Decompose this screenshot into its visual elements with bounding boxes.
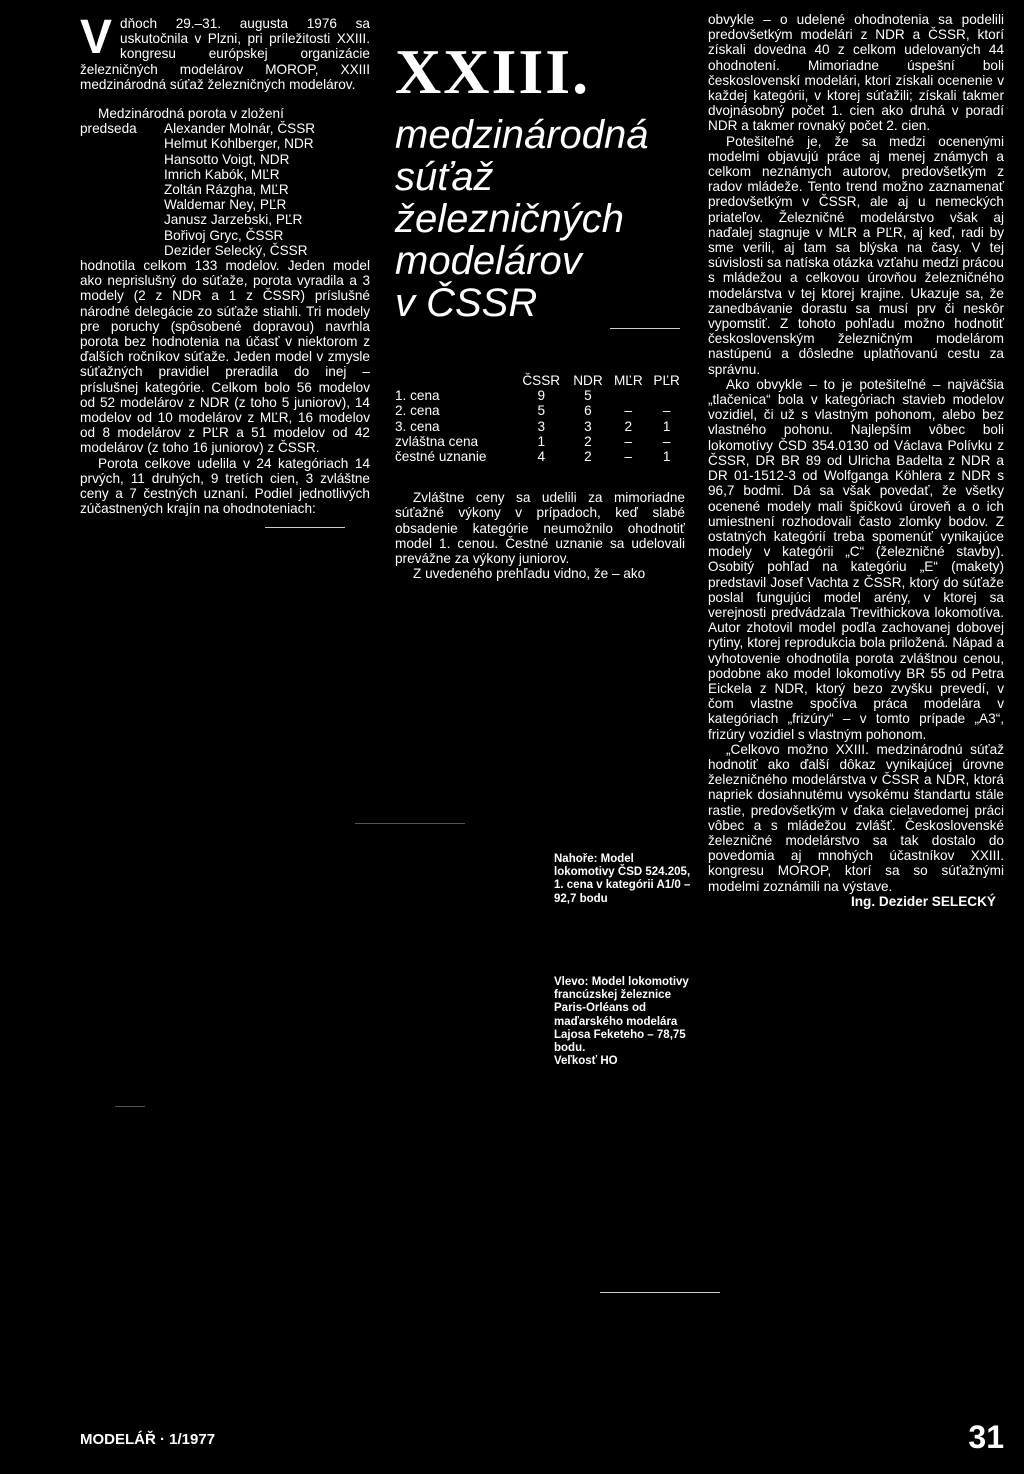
jury-names bbox=[164, 121, 315, 258]
results-table bbox=[395, 373, 685, 464]
photo-credit: Veľkosť HO bbox=[554, 1055, 618, 1068]
country-header: ČSSR bbox=[522, 373, 561, 388]
paragraph-lead: Z uvedeného prehľadu vidno, že – ako bbox=[413, 566, 646, 582]
headline-line: súťaž bbox=[395, 155, 494, 199]
jury-member: Imrich Kabók, MĽR bbox=[164, 166, 280, 182]
paragraph-awards: Porota celkove udelila v 24 kategóriach 14 prvých, 11 druhých, 9 tretích cien, 3 zvláštne ceny a 7 čestných uznaní. Podiel jednotlivých zúčastnených krajín na ohodnoteniach: bbox=[80, 455, 370, 517]
jury-role: predseda bbox=[80, 121, 137, 137]
divider bbox=[610, 328, 680, 329]
special-awards-paragraph: Zvláštne ceny sa udelili za mimoriadne súťažné výkony v prípadoch, keď slabé obsadenie kategórie neumožnilo ohodnotiť model 1. cenou. Čestné uznanie sa udelovali prevážne za výkony juniorov. bbox=[395, 490, 685, 567]
table-row: 2. cena 5 6 – – bbox=[395, 403, 671, 419]
results-header-row bbox=[395, 373, 685, 388]
country-header: PĽR bbox=[653, 373, 680, 388]
jury-member: Dezider Selecký, ČSSR bbox=[164, 242, 308, 258]
jury-member: Bořivoj Gryc, ČSSR bbox=[164, 227, 284, 243]
right-paragraph: obvykle – o udelené ohodnotenia sa podelili predovšetkým modelári z NDR a ČSSR, ktorí získali dovedna 40 z celkom udelovaných 44 ohodnotení. Mimoriadne úspešní boli československí modelári, ktorí získali ocenenie v každej kategórii, v ktorej súťažili; získali takmer dvojnásobný počet 1. cien ako druhá v poradí NDR a takmer rovnaký počet 2. cien. bbox=[708, 12, 1004, 134]
jury-member: Helmut Kohlberger, NDR bbox=[164, 136, 314, 152]
jury-member: Zoltán Rázgha, MĽR bbox=[164, 182, 289, 198]
table-row: čestné uznanie 4 2 – 1 bbox=[395, 449, 671, 465]
headline-line: modelárov bbox=[395, 239, 582, 283]
dropcap-letter: V bbox=[80, 11, 113, 64]
table-row: 1. cena 9 5 bbox=[395, 388, 592, 404]
author-signature: Ing. Dezider SELECKÝ bbox=[850, 893, 996, 909]
headline-line: medzinárodná bbox=[395, 113, 649, 157]
jury-list bbox=[80, 121, 370, 258]
photo-caption-top: Nahoře: Model lokomotivy ČSD 524.205, 1. cena v kategórii A1/0 – 92,7 bodu bbox=[554, 853, 691, 905]
page-number: 31 bbox=[968, 1419, 1004, 1455]
right-paragraph: Ako obvykle – to je potešiteľné – najväčšia „tlačenica“ bola v kategóriach stavieb modelov vozidiel, či už s vlastným pohonom, alebo bez vlastného pohonu. Najlepším vôbec boli lokomotívy ČSD 354.0130 od Václava Polívku z ČSSR, DR BR 89 od Ulricha Badelta z NDR a DR 01-1512-3 od Wolfganga Köhlera z NDR s 96,7 bodmi. Dá sa však povedať, že všetky ocenené modely mali špičkovú úroveň a o ich umiestnení rozhodovali často zlomky bodov. Z ostatných kategórií treba spomenúť vynikajúce modely v kategórii „C“ (železničné stavby). Osobitý pohľad na kategóriu „E“ (makety) predstavil Josef Vachta z ČSSR, ktorý do súťaže poslal fungujúci model arény, v ktorej sa verejnosti predvádzala Trevithickova lokomotíva. Autor zhotovil model podľa zachovanej dobovej rytiny, ktorej reprodukcia bola priložená. Nápad a vyhotovenie ohodnotila porota zvláštnou cenou, podobne ako model lokomotívy BR 55 od Petra Eickela z NDR, ktorý bezo zvyšku prevedí, v čom vlastne spočíva práca modelára v kategóriach „frizúry“ – v tomto prípade „A3“, frizúry vozidiel s vlastným pohonom. bbox=[708, 376, 1004, 742]
table-row: 3. cena 3 3 2 1 bbox=[395, 418, 671, 434]
headline-line: v ČSSR bbox=[395, 281, 538, 325]
country-header: MĽR bbox=[613, 373, 643, 388]
headline-text bbox=[395, 114, 685, 324]
photo-caption-bottom: Vlevo: Model lokomotivy francúzskej železnice Paris-Orléans od maďarského modelára Lajosa Feketeho – 78,75 bodu. Veľkosť HO bbox=[554, 976, 689, 1068]
divider bbox=[265, 527, 345, 528]
country-header: NDR bbox=[573, 373, 603, 388]
intro-paragraph: Vdňoch 29.–31. augusta 1976 sa uskutočnila v Plzni, pri príležitosti XXIII. kongresu európskej organizácie železničných modelárov MOROP, XXIII medzinárodná súťaž železničných modelárov. bbox=[80, 11, 370, 92]
left-column bbox=[80, 11, 370, 528]
jury-member: Waldemar Ney, PĽR bbox=[164, 197, 287, 213]
paragraph-models: hodnotila celkom 133 modelov. Jeden model ako neprislušný do súťaže, porota vyradila a 3 modely (2 z NDR a 1 z ČSSR) príslušné národné delegácie zo súťaže stiahli. Tri modely pre poruchy (spôsobené dopravou) navrhla porota bez hodnotenia na účasť v niektorom z ďalších ročníkov súťaže. Jeden model v zmysle súťažných pravidiel preradila do inej – príslušnej kategórie. Celkom bolo 56 modelov od 52 modelárov z NDR (z toho 5 juniorov), 14 modelov od 10 modelárov z MĽR, 16 modelov od 8 modelárov z PĽR a 51 modelov od 42 modelárov (z toho 16 juniorov) z ČSSR. bbox=[80, 258, 370, 456]
headline-number: XXIII. bbox=[395, 36, 591, 107]
jury-heading: Medzinárodná porota v zložení bbox=[98, 106, 284, 122]
right-paragraph: Potešiteľné je, že sa medzi ocenenými modelmi objavujú práce aj menej známych a celkom neznámych autorov, predovšetkým z radov mládeže. Tento trend možno zaznamenať predovšetkým v ČSSR, ale aj u nemeckých priateľov. Železničné modelárstvo však aj naďalej stagnuje v MĽR a PĽR, aj keď, radi by sme verili, aj tam sa blýska na časy. V tej súvislosti sa natíska otázka vzťahu medzi prácou s mládežou a celkovou úrovňou železničného modelárstva v tej ktorej krajine. Ukazuje sa, že zanedbávanie dorastu sa musí prv či neskôr vypomstiť. Z tohoto pohľadu možno hodnotiť československým železničným modelárom nastúpenú a dôsledne uplatňovanú cestu za správnu. bbox=[708, 133, 1004, 377]
jury-member: Hansotto Voigt, NDR bbox=[164, 151, 290, 167]
table-row: zvláštna cena 1 2 – – bbox=[395, 433, 671, 449]
jury-member: Janusz Jarzebski, PĽR bbox=[164, 212, 303, 228]
jury-member: Alexander Molnár, ČSSR bbox=[164, 121, 316, 137]
photo-edge bbox=[115, 1106, 145, 1107]
photo-edge bbox=[355, 823, 465, 824]
divider bbox=[600, 1292, 720, 1293]
right-paragraph: „Celkovo možno XXIII. medzinárodnú súťaž hodnotiť ako ďalší dôkaz vynikajúcej úrovne železničného modelárstva v ČSSR a NDR, ktorá napriek dosiahnutému vysokému štandartu stále rastie, predovšetkým v ďaka cielavedomej práci vôbec a s mládežou zvlášť. Československé železničné modelárstvo sa tak dostalo do povedomia aj mnohých účastníkov XXIII. kongresu MOROP, ktorí sa so súťažnými modelmi zoznámili na výstave. bbox=[708, 741, 1004, 894]
middle-column bbox=[395, 36, 685, 582]
magazine-footer: MODELÁŘ · 1/1977 bbox=[80, 1431, 216, 1448]
right-column bbox=[708, 12, 1004, 909]
headline-line: železničných bbox=[395, 197, 625, 241]
